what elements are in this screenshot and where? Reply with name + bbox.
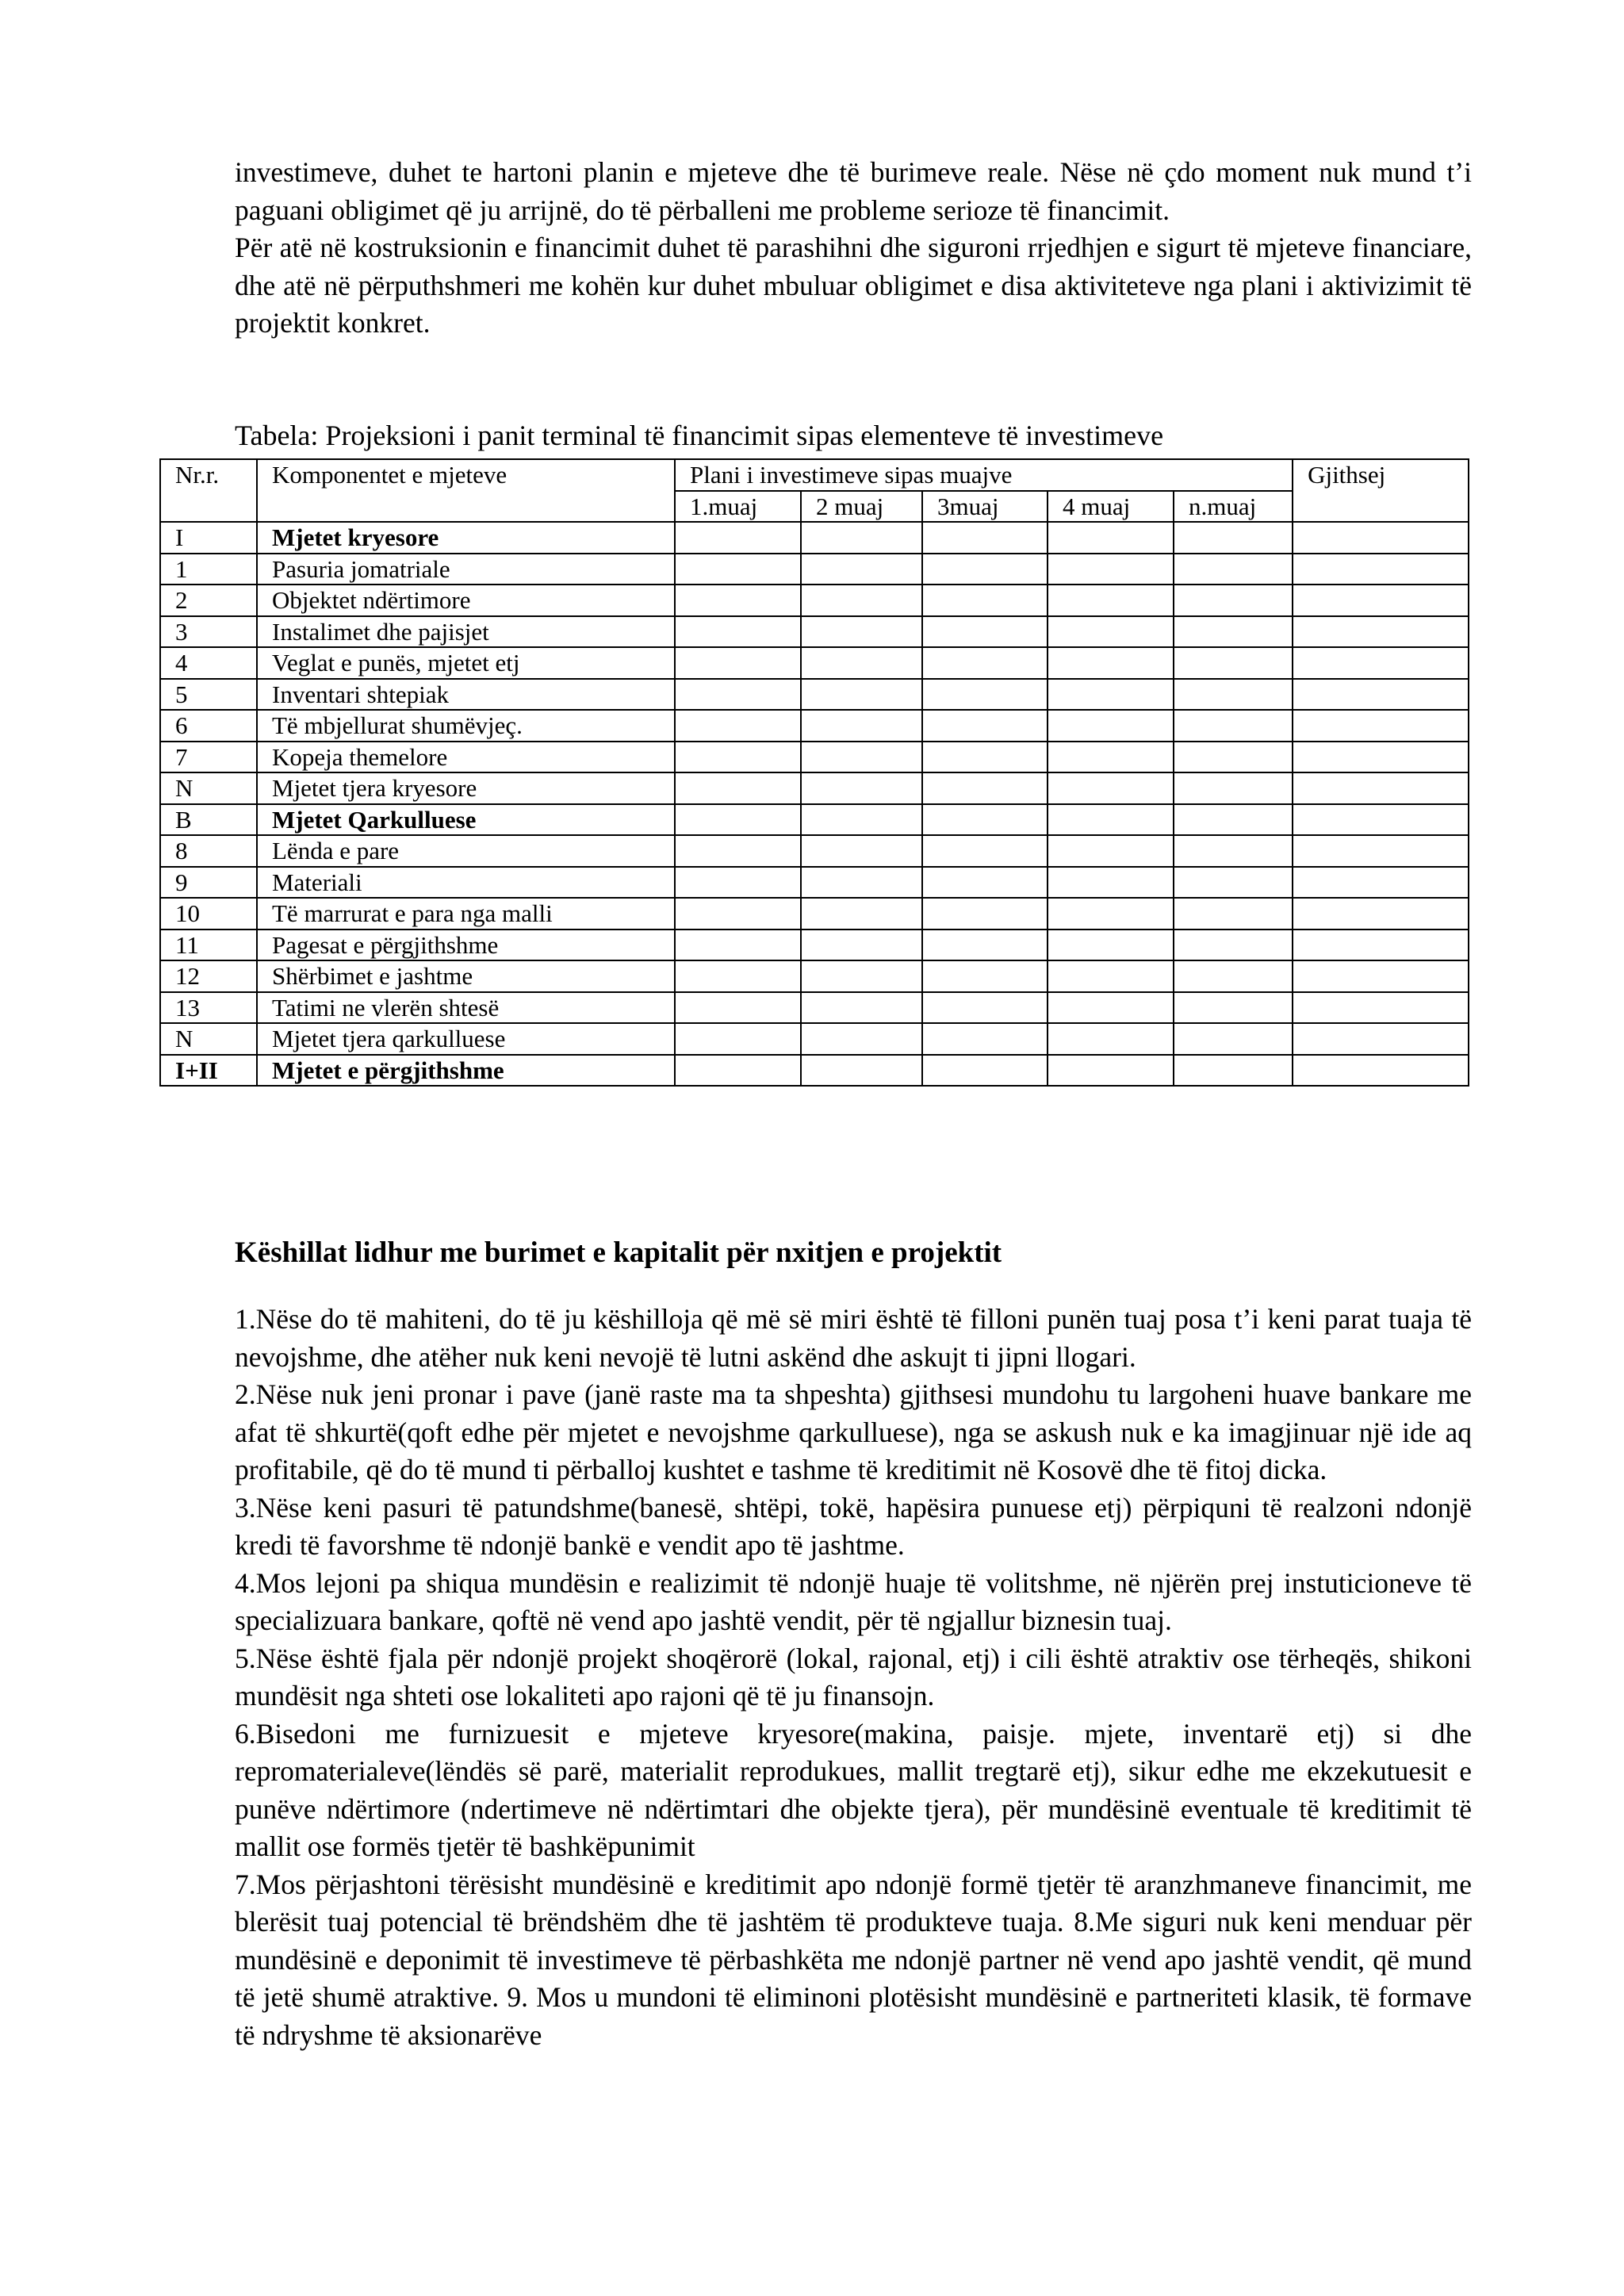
row-month-cell bbox=[1174, 898, 1293, 930]
row-month-cell bbox=[922, 522, 1048, 554]
row-month-cell bbox=[922, 835, 1048, 867]
advice-paragraph-1: 1.Nëse do të mahiteni, do të ju këshilloja që më së miri është të filloni punën tuaj posa t’i keni parat tuaja të nevojshme, dhe atëher nuk keni nevojë të lutni askënd dhe askujt ti jipni llogari. bbox=[235, 1303, 1472, 1373]
row-month-cell bbox=[801, 742, 922, 773]
row-month-cell bbox=[922, 960, 1048, 992]
row-month-cell bbox=[1048, 772, 1174, 804]
row-component-cell: Mjetet Qarkulluese bbox=[257, 804, 675, 836]
row-month-cell bbox=[675, 898, 801, 930]
row-component-cell: Instalimet dhe pajisjet bbox=[257, 616, 675, 648]
row-month-cell bbox=[1174, 804, 1293, 836]
row-component-cell: Mjetet tjera qarkulluese bbox=[257, 1023, 675, 1055]
row-month-cell bbox=[1048, 679, 1174, 711]
row-number-cell: 11 bbox=[160, 930, 257, 961]
row-month-cell bbox=[1048, 742, 1174, 773]
row-total-cell bbox=[1293, 804, 1469, 836]
row-total-cell bbox=[1293, 522, 1469, 554]
row-component-cell: Pasuria jomatriale bbox=[257, 554, 675, 585]
row-total-cell bbox=[1293, 1055, 1469, 1087]
row-month-cell bbox=[1174, 1023, 1293, 1055]
row-month-cell bbox=[675, 742, 801, 773]
section-heading: Këshillat lidhur me burimet e kapitalit për nxitjen e projektit bbox=[235, 1236, 1002, 1269]
row-number-cell: 8 bbox=[160, 835, 257, 867]
row-month-cell bbox=[1048, 1055, 1174, 1087]
row-component-cell: Inventari shtepiak bbox=[257, 679, 675, 711]
row-month-cell bbox=[1174, 930, 1293, 961]
row-number-cell: 10 bbox=[160, 898, 257, 930]
advice-paragraph-7: 7.Mos përjashtoni tërësisht mundësinë e kreditimit apo ndonjë formë tjetër të aranzhmaneve financimit, me blerësit tuaj potencial të brëndshëm dhe të jashtëm të produkteve tuaja. 8.Me siguri nuk keni menduar për mundësinë e deponimit të investimeve të përbashkëta me ndonjë partner në vend apo jashtë vendit, që mund të jetë shumë atraktive. 9. Mos u mundoni të eliminoni plotësisht mundësinë e partneriteti klasik, të formave të ndryshme të aksionarëve bbox=[235, 1868, 1472, 2051]
row-month-cell bbox=[801, 585, 922, 616]
row-month-cell bbox=[1048, 1023, 1174, 1055]
advice-paragraph-6: 6.Bisedoni me furnizuesit e mjeteve kryesore(makina, paisje. mjete, inventarë etj) si dhe repromaterialeve(lëndës së parë, materialit reprodukues, mallit tregtarë etj), sikur edhe me ekzekutuesit e punëve ndërtimore (ndertimeve në ndërtimtari dhe objekte tjera), për mundësinë eventuale të kreditimit të mallit ose formës tjetër të bashkëpunimit bbox=[235, 1717, 1472, 1862]
financing-table bbox=[159, 458, 1469, 1087]
row-month-cell bbox=[922, 616, 1048, 648]
row-month-cell bbox=[675, 835, 801, 867]
row-total-cell bbox=[1293, 992, 1469, 1024]
header-month-3: 3muaj bbox=[922, 491, 1048, 523]
row-number-cell: 1 bbox=[160, 554, 257, 585]
advice-paragraph-3: 3.Nëse keni pasuri të patundshme(banesë, shtëpi, tokë, hapësira punuese etj) përpiquni të realzoni ndonjë kredi të favorshme të ndonjë bankë e vendit apo të jashtme. bbox=[235, 1491, 1472, 1561]
row-month-cell bbox=[801, 992, 922, 1024]
header-month-n: n.muaj bbox=[1174, 491, 1293, 523]
row-month-cell bbox=[1048, 554, 1174, 585]
row-total-cell bbox=[1293, 710, 1469, 742]
row-number-cell: 6 bbox=[160, 710, 257, 742]
row-number-cell: 13 bbox=[160, 992, 257, 1024]
row-month-cell bbox=[801, 1055, 922, 1087]
row-component-cell: Të marrurat e para nga malli bbox=[257, 898, 675, 930]
table-row bbox=[160, 772, 1469, 804]
table-row bbox=[160, 960, 1469, 992]
row-month-cell bbox=[675, 585, 801, 616]
row-month-cell bbox=[801, 554, 922, 585]
row-month-cell bbox=[922, 710, 1048, 742]
row-month-cell bbox=[1174, 647, 1293, 679]
row-month-cell bbox=[1048, 992, 1174, 1024]
row-month-cell bbox=[801, 772, 922, 804]
row-total-cell bbox=[1293, 1023, 1469, 1055]
advice-text bbox=[235, 1301, 1472, 2054]
table-caption: Tabela: Projeksioni i panit terminal të financimit sipas elementeve të investimeve bbox=[235, 420, 1164, 451]
row-month-cell bbox=[1174, 616, 1293, 648]
row-component-cell: Pagesat e përgjithshme bbox=[257, 930, 675, 961]
row-component-cell: Tatimi ne vlerën shtesë bbox=[257, 992, 675, 1024]
row-month-cell bbox=[1048, 835, 1174, 867]
row-component-cell: Shërbimet e jashtme bbox=[257, 960, 675, 992]
row-month-cell bbox=[1048, 522, 1174, 554]
advice-paragraph-4: 4.Mos lejoni pa shiqua mundësin e realizimit të ndonjë huaje të volitshme, në njërën prej instuticioneve të specializuara bankare, qoftë në vend apo jashtë vendit, për të ngjallur biznesin tuaj. bbox=[235, 1566, 1472, 1636]
row-month-cell bbox=[922, 867, 1048, 899]
table-header-row bbox=[160, 459, 1469, 491]
header-plan: Plani i investimeve sipas muajve bbox=[675, 459, 1293, 491]
row-number-cell: 4 bbox=[160, 647, 257, 679]
row-month-cell bbox=[801, 1023, 922, 1055]
row-month-cell bbox=[922, 1023, 1048, 1055]
row-month-cell bbox=[675, 804, 801, 836]
header-month-2: 2 muaj bbox=[801, 491, 922, 523]
header-total: Gjithsej bbox=[1293, 459, 1469, 522]
row-component-cell: Mjetet tjera kryesore bbox=[257, 772, 675, 804]
row-total-cell bbox=[1293, 679, 1469, 711]
row-component-cell: Të mbjellurat shumëvjeç. bbox=[257, 710, 675, 742]
row-month-cell bbox=[675, 616, 801, 648]
intro-paragraph-2: Për atë në kostruksionin e financimit duhet të parashihni dhe siguroni rrjedhjen e sigurt të mjeteve financiare, dhe atë në përputhshmeri me kohën kur duhet mbuluar obligimet e disa aktiviteteve nga plani i aktivizimit të projektit konkret. bbox=[235, 232, 1472, 339]
row-month-cell bbox=[801, 647, 922, 679]
table-row bbox=[160, 522, 1469, 554]
table-row bbox=[160, 867, 1469, 899]
row-component-cell: Mjetet e përgjithshme bbox=[257, 1055, 675, 1087]
row-total-cell bbox=[1293, 554, 1469, 585]
header-component: Komponentet e mjeteve bbox=[257, 459, 675, 522]
row-month-cell bbox=[675, 960, 801, 992]
row-month-cell bbox=[1174, 679, 1293, 711]
row-number-cell: 9 bbox=[160, 867, 257, 899]
intro-text bbox=[235, 154, 1472, 343]
row-component-cell: Veglat e punës, mjetet etj bbox=[257, 647, 675, 679]
row-month-cell bbox=[1048, 867, 1174, 899]
header-month-4: 4 muaj bbox=[1048, 491, 1174, 523]
row-month-cell bbox=[1048, 710, 1174, 742]
row-month-cell bbox=[1048, 898, 1174, 930]
row-number-cell: 5 bbox=[160, 679, 257, 711]
row-month-cell bbox=[922, 647, 1048, 679]
row-month-cell bbox=[675, 522, 801, 554]
row-month-cell bbox=[801, 679, 922, 711]
table-row bbox=[160, 930, 1469, 961]
row-month-cell bbox=[801, 930, 922, 961]
header-month-1: 1.muaj bbox=[675, 491, 801, 523]
row-month-cell bbox=[1048, 616, 1174, 648]
row-month-cell bbox=[675, 930, 801, 961]
row-month-cell bbox=[1174, 772, 1293, 804]
row-total-cell bbox=[1293, 930, 1469, 961]
row-month-cell bbox=[675, 710, 801, 742]
table-row bbox=[160, 804, 1469, 836]
row-total-cell bbox=[1293, 867, 1469, 899]
table-row bbox=[160, 835, 1469, 867]
row-component-cell: Kopeja themelore bbox=[257, 742, 675, 773]
row-total-cell bbox=[1293, 742, 1469, 773]
table-row bbox=[160, 992, 1469, 1024]
row-number-cell: N bbox=[160, 772, 257, 804]
row-month-cell bbox=[1048, 930, 1174, 961]
row-total-cell bbox=[1293, 772, 1469, 804]
row-month-cell bbox=[675, 1055, 801, 1087]
row-month-cell bbox=[1174, 960, 1293, 992]
row-month-cell bbox=[922, 772, 1048, 804]
row-month-cell bbox=[1174, 867, 1293, 899]
row-month-cell bbox=[801, 804, 922, 836]
row-month-cell bbox=[801, 710, 922, 742]
row-number-cell: B bbox=[160, 804, 257, 836]
row-number-cell: N bbox=[160, 1023, 257, 1055]
row-month-cell bbox=[1174, 522, 1293, 554]
row-component-cell: Objektet ndërtimore bbox=[257, 585, 675, 616]
row-month-cell bbox=[801, 867, 922, 899]
row-month-cell bbox=[922, 1055, 1048, 1087]
row-month-cell bbox=[1174, 835, 1293, 867]
row-total-cell bbox=[1293, 898, 1469, 930]
row-month-cell bbox=[1048, 804, 1174, 836]
row-month-cell bbox=[1174, 710, 1293, 742]
row-month-cell bbox=[801, 960, 922, 992]
row-month-cell bbox=[801, 898, 922, 930]
row-total-cell bbox=[1293, 647, 1469, 679]
row-month-cell bbox=[922, 679, 1048, 711]
row-number-cell: 2 bbox=[160, 585, 257, 616]
row-total-cell bbox=[1293, 835, 1469, 867]
row-month-cell bbox=[801, 835, 922, 867]
row-total-cell bbox=[1293, 616, 1469, 648]
table-row bbox=[160, 554, 1469, 585]
row-total-cell bbox=[1293, 960, 1469, 992]
row-month-cell bbox=[1174, 992, 1293, 1024]
table-row bbox=[160, 1023, 1469, 1055]
row-month-cell bbox=[1048, 647, 1174, 679]
row-component-cell: Mjetet kryesore bbox=[257, 522, 675, 554]
row-month-cell bbox=[675, 867, 801, 899]
row-number-cell: 3 bbox=[160, 616, 257, 648]
row-number-cell: 12 bbox=[160, 960, 257, 992]
table-row bbox=[160, 898, 1469, 930]
table-row bbox=[160, 1055, 1469, 1087]
table-row bbox=[160, 679, 1469, 711]
table-row bbox=[160, 710, 1469, 742]
row-month-cell bbox=[675, 679, 801, 711]
row-month-cell bbox=[675, 772, 801, 804]
row-number-cell: 7 bbox=[160, 742, 257, 773]
row-month-cell bbox=[922, 930, 1048, 961]
row-month-cell bbox=[675, 992, 801, 1024]
row-month-cell bbox=[675, 554, 801, 585]
table-row bbox=[160, 585, 1469, 616]
row-month-cell bbox=[922, 742, 1048, 773]
row-month-cell bbox=[922, 898, 1048, 930]
row-month-cell bbox=[1174, 742, 1293, 773]
header-nr: Nr.r. bbox=[160, 459, 257, 522]
row-month-cell bbox=[922, 992, 1048, 1024]
row-number-cell: I bbox=[160, 522, 257, 554]
row-month-cell bbox=[675, 1023, 801, 1055]
row-month-cell bbox=[675, 647, 801, 679]
row-number-cell: I+II bbox=[160, 1055, 257, 1087]
table-row bbox=[160, 647, 1469, 679]
row-month-cell bbox=[1048, 585, 1174, 616]
advice-paragraph-2: 2.Nëse nuk jeni pronar i pave (janë raste ma ta shpeshta) gjithsesi mundohu tu largoheni huave bankare me afat të shkurtë(qoft edhe për mjetet e nevojshme qarkulluese), nga se askush nuk e ka imagjinuar një ide aq profitabile, që do të mund ti përballoj kushtet e tashme të kreditimit në Kosovë dhe të fitoj dicka. bbox=[235, 1378, 1472, 1485]
table-row bbox=[160, 616, 1469, 648]
row-total-cell bbox=[1293, 585, 1469, 616]
advice-paragraph-5: 5.Nëse është fjala për ndonjë projekt shoqërorë (lokal, rajonal, etj) i cili është atraktiv ose tërheqës, shikoni mundësit nga shteti ose lokaliteti apo rajoni që të ju finansojn. bbox=[235, 1642, 1472, 1711]
row-month-cell bbox=[1174, 554, 1293, 585]
row-month-cell bbox=[1174, 585, 1293, 616]
row-component-cell: Lënda e pare bbox=[257, 835, 675, 867]
row-component-cell: Materiali bbox=[257, 867, 675, 899]
row-month-cell bbox=[922, 585, 1048, 616]
row-month-cell bbox=[1048, 960, 1174, 992]
row-month-cell bbox=[1174, 1055, 1293, 1087]
row-month-cell bbox=[801, 522, 922, 554]
table-row bbox=[160, 742, 1469, 773]
row-month-cell bbox=[922, 804, 1048, 836]
row-month-cell bbox=[801, 616, 922, 648]
intro-paragraph-1: investimeve, duhet te hartoni planin e mjeteve dhe të burimeve reale. Nëse në çdo moment nuk mund t’i paguani obligimet që ju arrijnë, do të përballeni me probleme serioze të financimit. bbox=[235, 156, 1472, 226]
row-month-cell bbox=[922, 554, 1048, 585]
